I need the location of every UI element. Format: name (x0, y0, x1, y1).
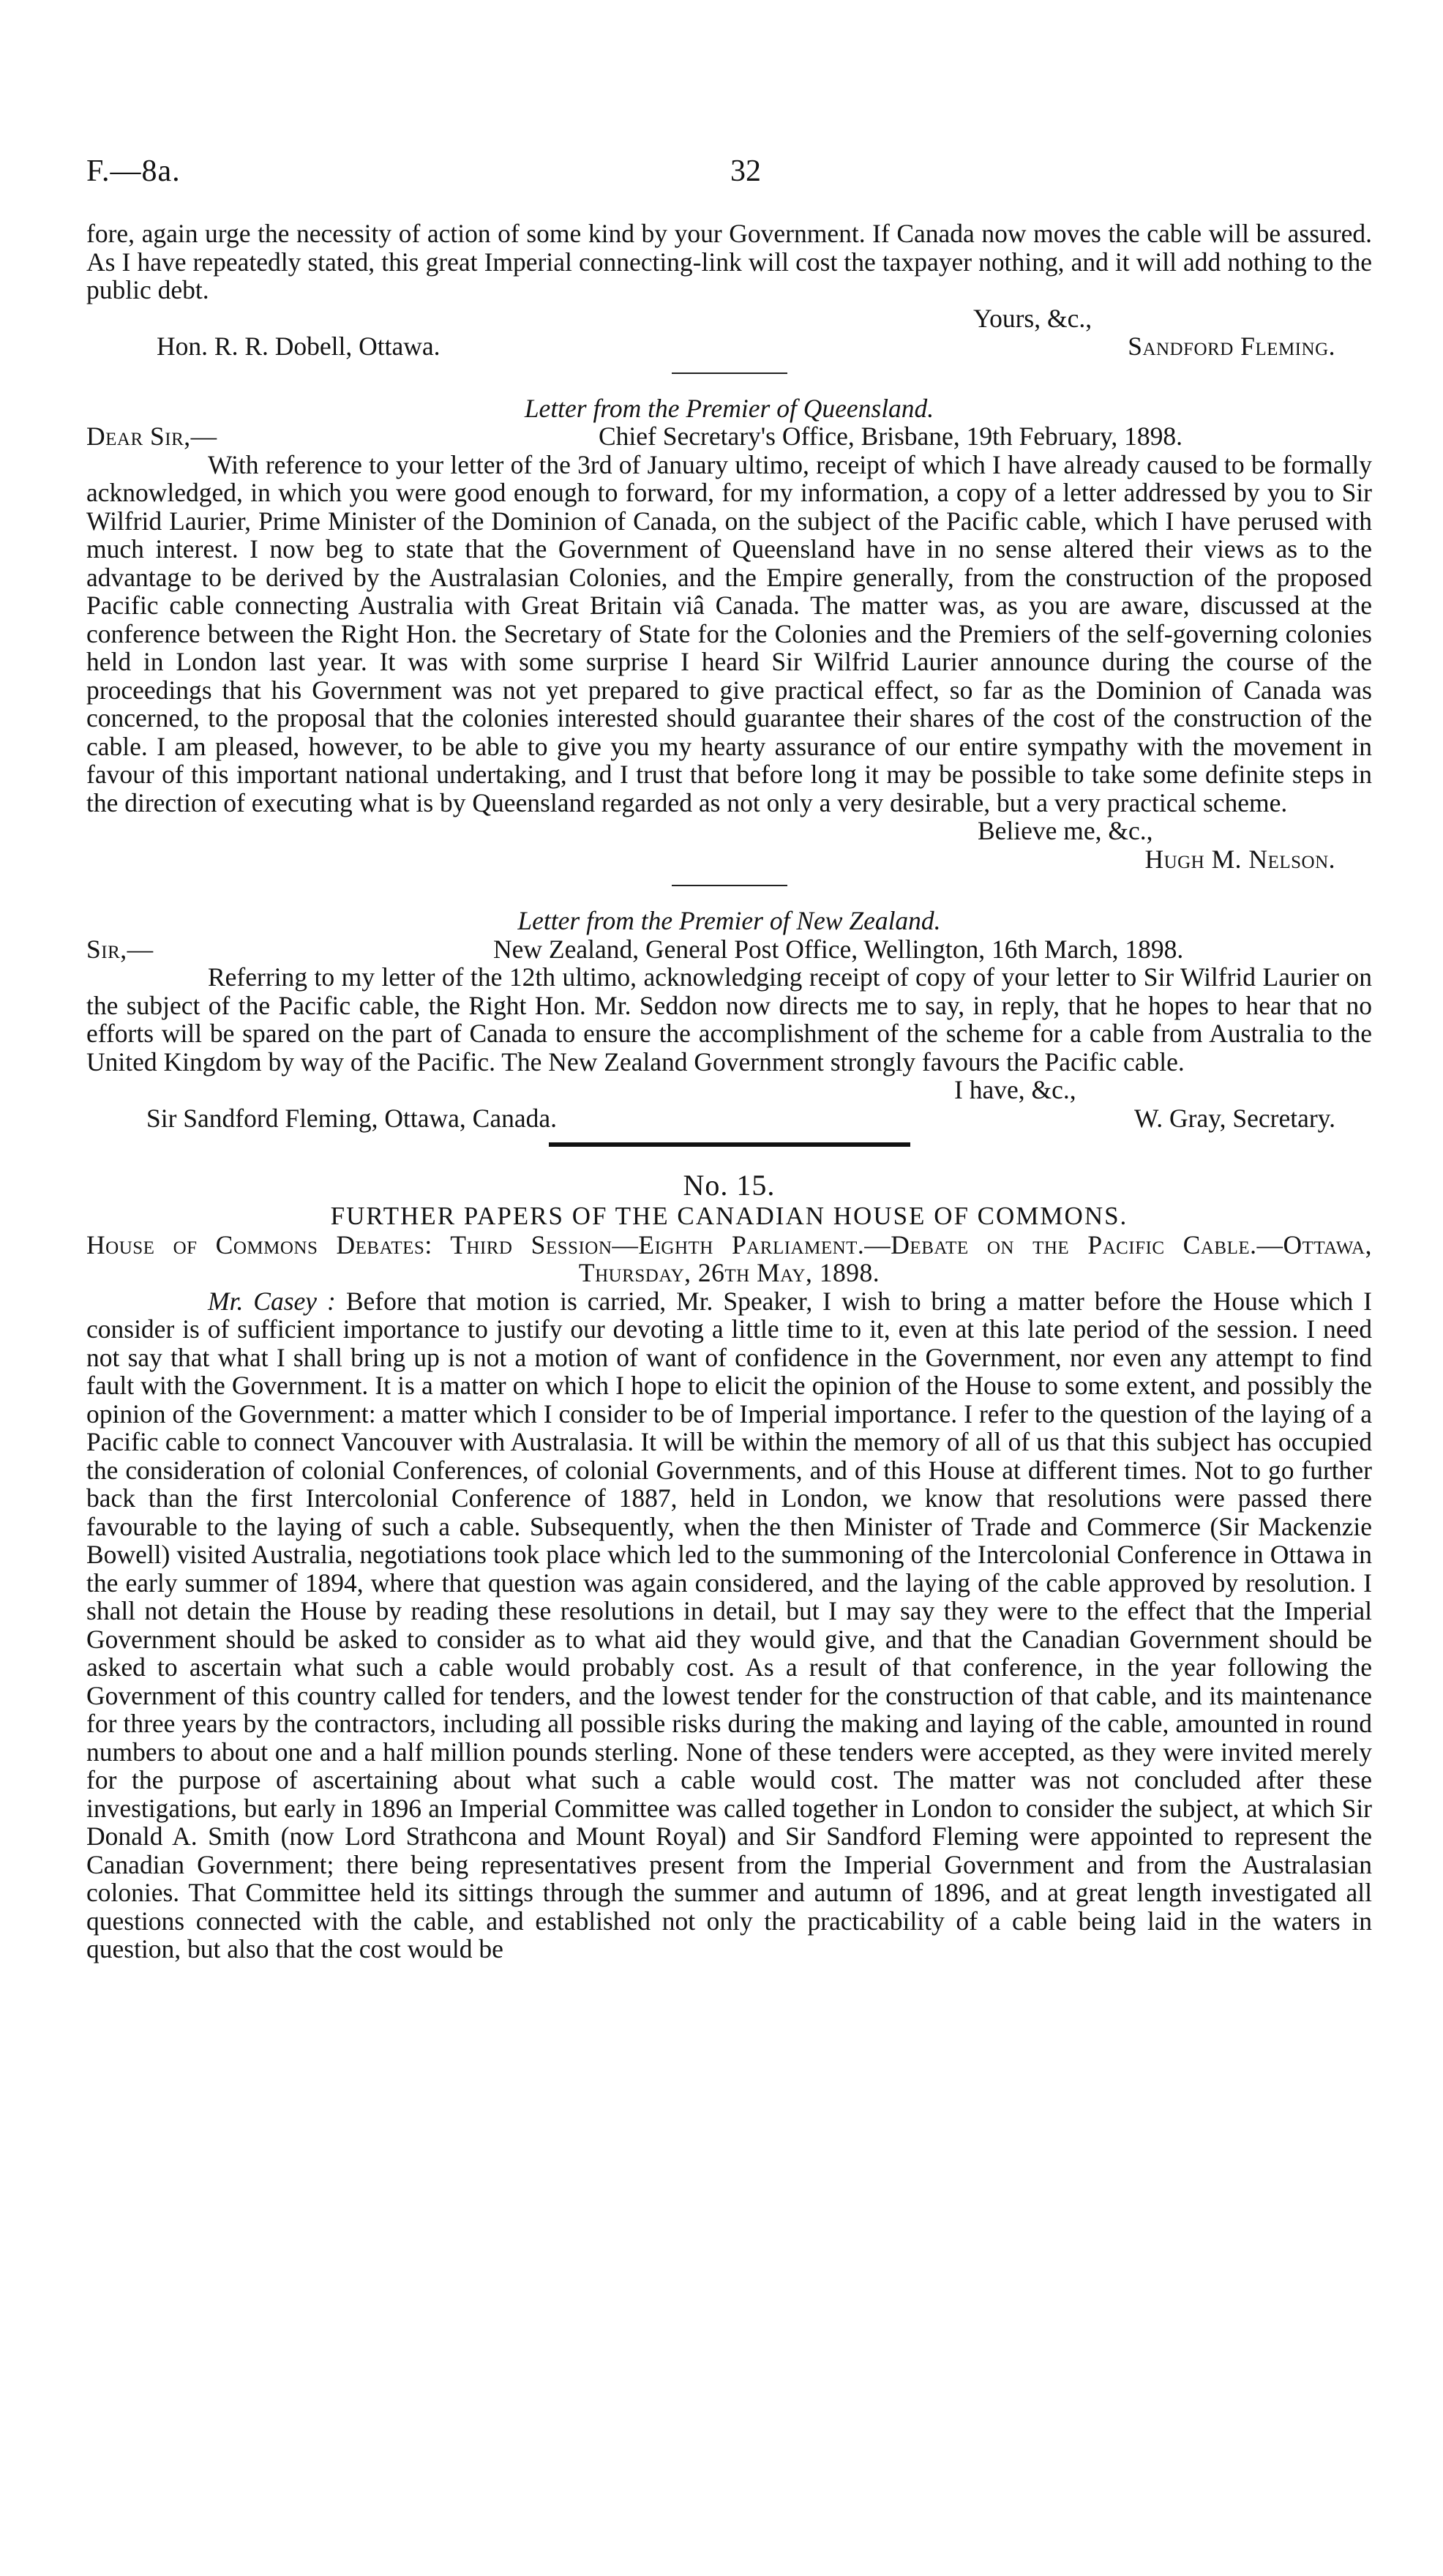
new-zealand-signature-row (86, 1104, 1372, 1133)
speaker-name: Mr. Casey : (208, 1286, 336, 1316)
thick-divider (549, 1142, 910, 1147)
page-number: 32 (730, 154, 761, 188)
series-number: F.—8a. (86, 154, 181, 188)
queensland-place-date: Chief Secretary's Office, Brisbane, 19th February, 1898. (599, 422, 1183, 451)
new-zealand-addressee: Sir Sandford Fleming, Ottawa, Canada. (146, 1103, 557, 1133)
new-zealand-letter-body: Referring to my letter of the 12th ultimo, acknowledging receipt of copy of your letter to Sir Wilfrid Laurier on the subject of the Pacific cable, the Right Hon. Mr. Seddon now directs me to say, in reply, that he hopes to hear that no efforts will be spared on the part of Canada to ensure the accomplishment of the scheme for a cable from Australia to the United Kingdom by way of the Pacific. The New Zealand Government strongly favours the Pacific cable. (86, 962, 1372, 1077)
fleming-signature: Sandford Fleming. (1128, 332, 1335, 361)
new-zealand-letter-title: Letter from the Premier of New Zealand. (517, 906, 941, 935)
speech-text: Before that motion is carried, Mr. Speaker, I wish to bring a matter before the House which I consider is of sufficient importance to justify our devoting a little time to it, even at this late period of the session. I need not say that what I shall bring up is not a motion of want of confidence in the Government, nor even any attempt to find fault with the Government. It is a matter on which I hope to elicit the opinion of the House to some extent, and possibly the opinion of the Government: a matter which I consider to be of Imperial importance. I refer to the question of the laying of a Pacific cable to connect Vancouver with Australasia. It will be within the memory of all of us that this subject has occupied the consideration of colonial Conferences, of colonial Governments, and of this House at different times. Not to go further back than the first Intercolonial Conference of 1887, held in London, we know that resolutions were passed there favourable to the laying of such a cable. Subsequently, when the then Minister of Trade and Commerce (Sir Mackenzie Bowell) visited Australia, negotiations took place which led to the summoning of the Intercolonial Conference in Ottawa in the early summer of 1894, where that question was again considered, and the laying of the cable approved by resolution. I shall not detain the House by reading these resolutions in detail, but I may say they were to the effect that the Imperial Government should be asked to consider as to what aid they would give, and that the Canadian Government should be asked to ascertain what such a cable would probably cost. As a result of that conference, in the year following the Government of this country called for tenders, and the lowest tender for the construction of that cable, and its maintenance for three years by the contractors, including all possible risks during the making and laying of the cable, amounted in round numbers to about one and a half million pounds sterling. None of these tenders were accepted, as they were invited merely for the purpose of ascertaining about what such a cable would cost. The matter was not concluded after these investigations, but early in 1896 an Imperial Committee was called together in London to consider the subject, at which Sir Donald A. Smith (now Lord Strathcona and Mount Royal) and Sir Sandford Fleming were appointed to represent the Canadian Government; there being representatives present from the Imperial Government and from the Australasian colonies. That Committee held its sittings through the summer and autumn of 1896, and at great length investigated all questions connected with the cable, and established not only the practicability of a cable being laid in the waters in question, but also that the cost would be (86, 1286, 1372, 1963)
page-content (86, 220, 1372, 1963)
running-head (86, 154, 1357, 198)
debate-speech (86, 1287, 1372, 1963)
fleming-signature-row (86, 332, 1372, 361)
fleming-closing-row (86, 304, 1372, 333)
queensland-letter-title: Letter from the Premier of Queensland. (524, 393, 934, 423)
queensland-letter-body: With reference to your letter of the 3rd of January ultimo, receipt of which I have already caused to be formally acknowledged, in which you were good enough to forward, for my information, a copy of a letter addressed by you to Sir Wilfrid Laurier, Prime Minister of the Dominion of Canada, on the subject of the Pacific cable, which I have perused with much interest. I now beg to state that the Government of Queensland have in no sense altered their views as to the advantage to be derived by the Australasian Colonies, and the Empire generally, from the construction of the proposed Pacific cable connecting Australia with Great Britain viâ Canada. The matter was, as you are aware, discussed at the conference between the Right Hon. the Secretary of State for the Colonies and the Premiers of the self-governing colonies held in London last year. It was with some surprise I heard Sir Wilfrid Laurier announce during the course of the proceedings that his Government was not yet prepared to give practical effect, so far as the Dominion of Canada was concerned, to the proposal that the colonies interested should guarantee their shares of the cost of the construction of the cable. I am pleased, however, to be able to give you my hearty assurance of our entire sympathy with the movement in favour of this important national undertaking, and I trust that before long it may be possible to take some definite steps in the direction of executing what is by Queensland regarded as not only a very desirable, but a very practical scheme. (86, 449, 1372, 817)
queensland-salutation: Dear Sir,— (86, 422, 217, 451)
queensland-signature-row (86, 845, 1372, 874)
section-number: No. 15. (683, 1169, 776, 1202)
queensland-closing-row (86, 817, 1372, 845)
section-title: FURTHER PAPERS OF THE CANADIAN HOUSE OF COMMONS. (330, 1202, 1128, 1230)
new-zealand-salutation: Sir,— (86, 934, 154, 964)
fleming-letter-body: fore, again urge the necessity of action of some kind by your Government. If Canada now moves the cable will be assured. As I have repeatedly stated, this great Imperial connecting-link will cost the taxpayer nothing, and it will add nothing to the public debt. (86, 219, 1372, 304)
new-zealand-place-date: New Zealand, General Post Office, Wellington, 16th March, 1898. (493, 934, 1184, 964)
new-zealand-signature: W. Gray, Secretary. (1133, 1103, 1335, 1133)
new-zealand-salutation-row (86, 935, 1372, 964)
section-divider (672, 885, 787, 886)
new-zealand-closing: I have, &c., (954, 1075, 1076, 1104)
queensland-closing: Believe me, &c., (978, 816, 1153, 845)
section-divider (672, 372, 787, 374)
debate-heading: House of Commons Debates: Third Session—Eighth Parliament.—Debate on the Pacific Cable.—Ottawa, Thursday, 26th May, 1898. (86, 1229, 1372, 1287)
fleming-closing: Yours, &c., (973, 303, 1092, 333)
queensland-signature: Hugh M. Nelson. (1144, 844, 1335, 874)
queensland-salutation-row (86, 422, 1372, 451)
fleming-addressee: Hon. R. R. Dobell, Ottawa. (157, 332, 441, 361)
new-zealand-closing-row (86, 1076, 1372, 1104)
